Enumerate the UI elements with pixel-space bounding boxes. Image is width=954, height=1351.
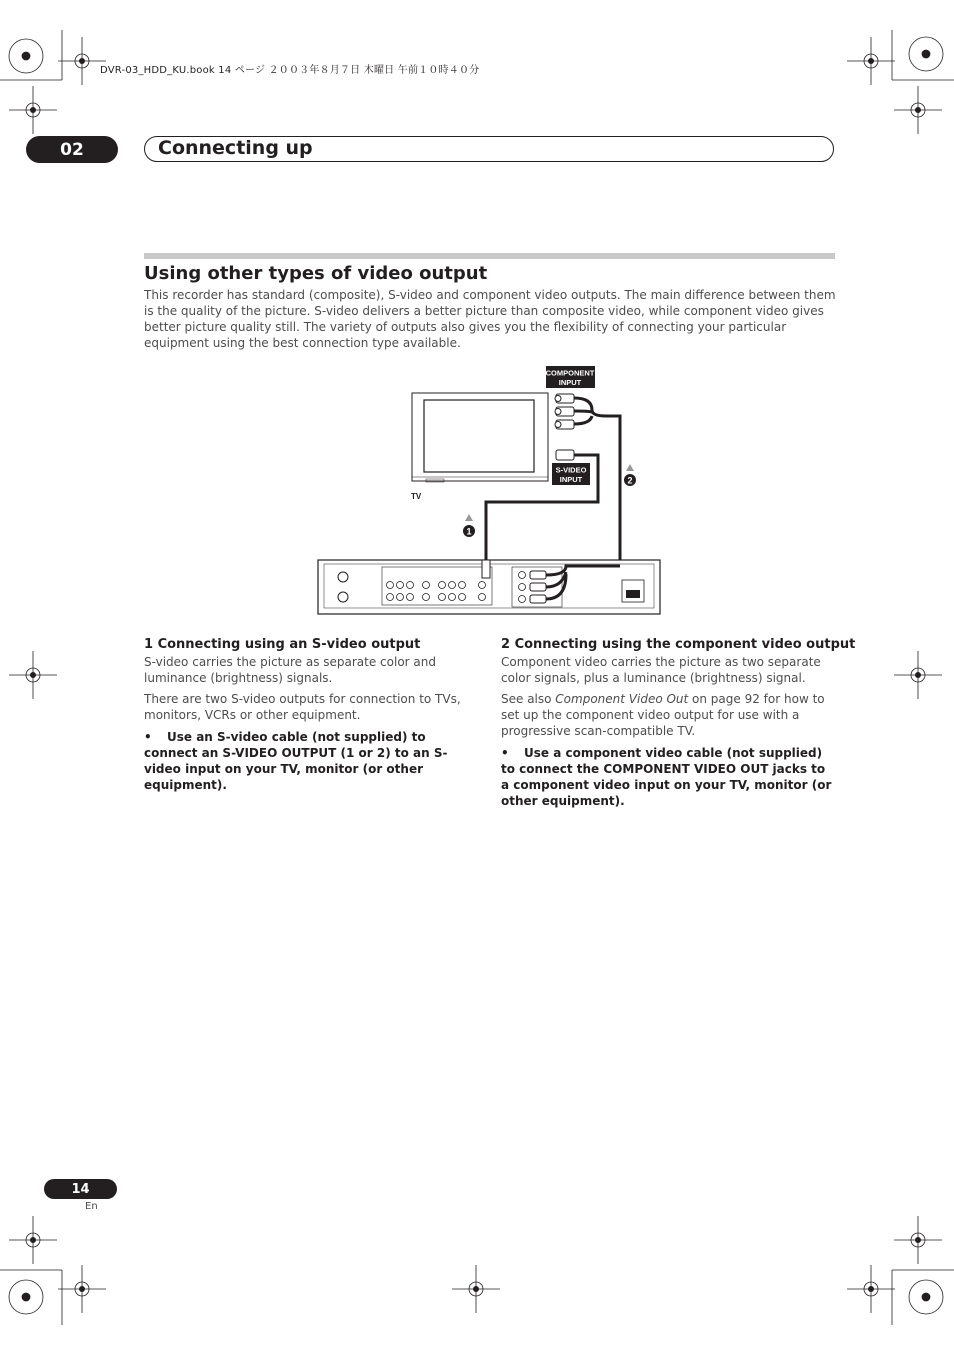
page-number: 14	[44, 1179, 117, 1199]
svideo-bullet	[144, 729, 480, 793]
column-svideo	[144, 637, 480, 793]
component-p2-italic: Component Video Out	[555, 692, 689, 706]
marker-2: 2	[627, 475, 633, 486]
tv-illustration	[412, 393, 548, 482]
component-label-line2: INPUT	[558, 378, 582, 387]
svideo-paragraph-1: S-video carries the picture as separate color and luminance (brightness) signals.	[144, 655, 436, 685]
page-language: En	[85, 1201, 98, 1212]
svideo-label-line2: INPUT	[559, 475, 583, 484]
svideo-heading: 1 Connecting using an S-video output	[144, 637, 421, 652]
component-label-line1: COMPONENT	[545, 368, 595, 378]
svideo-bullet-text: Use an S-video cable (not supplied) to connect an S-VIDEO OUTPUT (1 or 2) to an S-video input on your TV, monitor (or other equipment).	[144, 730, 448, 792]
chapter-title: Connecting up	[158, 137, 313, 159]
print-info: DVR-03_HDD_KU.book 14 ページ ２００３年８月７日 木曜日 午前１０時４０分	[100, 65, 480, 76]
marker-1: 1	[466, 526, 472, 537]
section-intro: This recorder has standard (composite), S-video and component video outputs. The main difference between them is the quality of the picture. S-video delivers a better picture than composite video, while component video gives better picture quality still. The variety of outputs also gives you the flexibility of connecting your particular equipment using the best connection type available.	[144, 288, 836, 350]
component-bullet	[501, 745, 837, 809]
component-p2-pre: See also	[501, 692, 556, 706]
component-bullet-text: Use a component video cable (not supplied) to connect the COMPONENT VIDEO OUT jacks to a component video input on your TV, monitor (or other equipment).	[501, 746, 832, 808]
recorder-rear-panel	[318, 560, 660, 614]
marker-1-arrow	[465, 514, 473, 521]
svideo-paragraph-2: There are two S-video outputs for connection to TVs, monitors, VCRs or other equipment.	[144, 692, 461, 722]
connection-diagram	[310, 360, 670, 620]
svideo-label-line1: S-VIDEO	[555, 465, 587, 475]
component-paragraph-1: Component video carries the picture as two separate color signals, plus a luminance (brightness) signal.	[501, 655, 821, 685]
component-paragraph-2	[501, 691, 837, 739]
marker-2-arrow	[626, 464, 634, 471]
section-rule	[144, 253, 835, 259]
component-heading: 2 Connecting using the component video output	[501, 637, 856, 652]
tv-label: TV	[411, 492, 422, 501]
component-p2-post: on page 92 for how to set up the component video output for use with a progressive scan-compatible TV.	[501, 692, 825, 738]
component-plugs-tv	[555, 394, 574, 429]
bullet-marker: •	[144, 730, 152, 744]
bullet-marker: •	[501, 746, 509, 760]
chapter-number: 02	[26, 136, 118, 163]
section-title: Using other types of video output	[144, 263, 488, 284]
column-component	[501, 637, 856, 809]
